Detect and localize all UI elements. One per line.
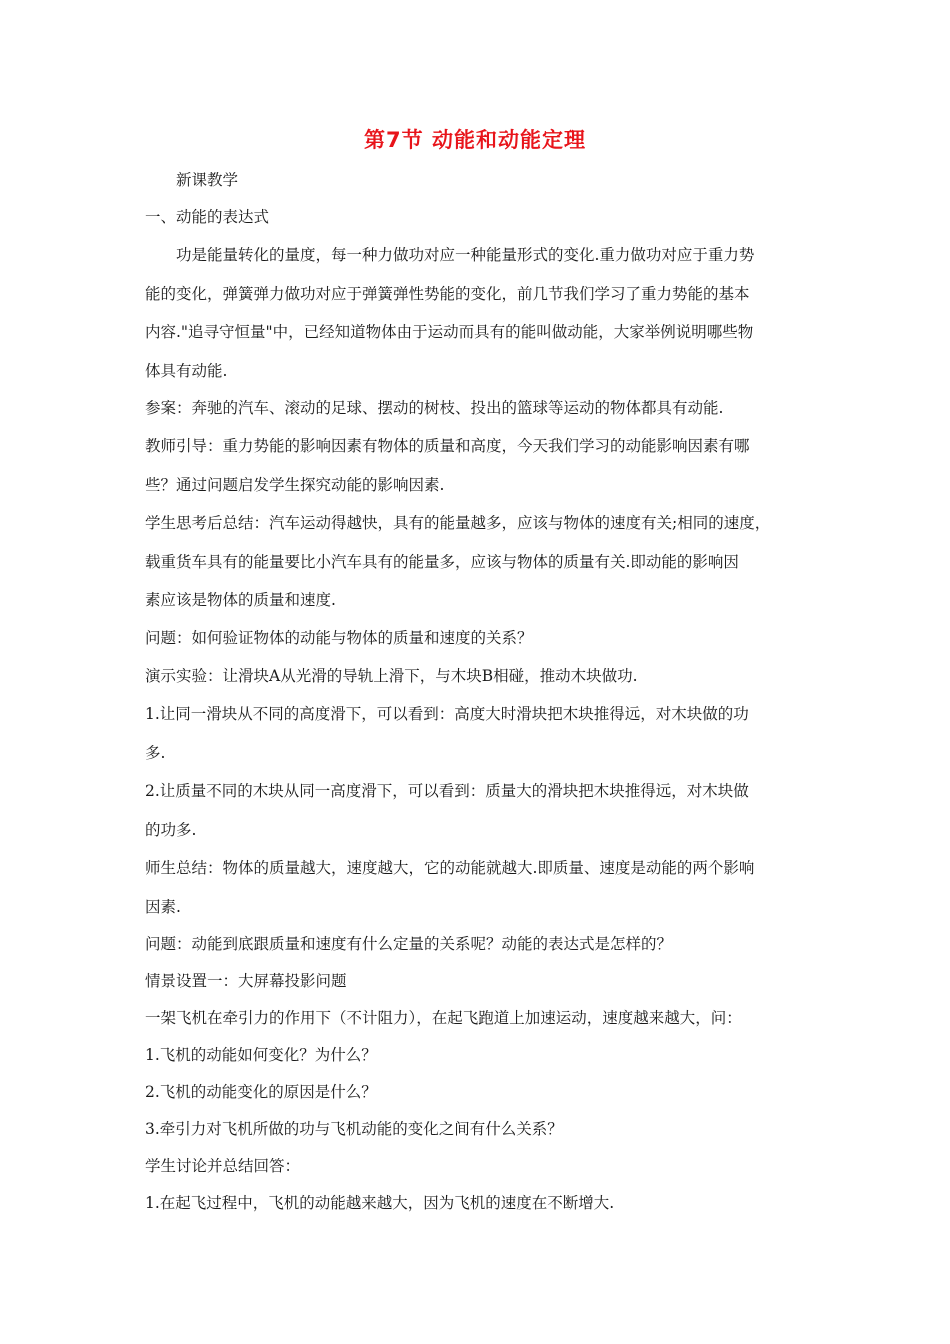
paragraph-line: 问题：如何验证物体的动能与物体的质量和速度的关系？ xyxy=(145,628,533,647)
document-body xyxy=(145,162,807,1222)
paragraph-line: 演示实验：让滑块A从光滑的导轨上滑下，与木块B相碰，推动木块做功. xyxy=(145,666,638,685)
paragraph-line: 一架飞机在牵引力的作用下（不计阻力），在起飞跑道上加速运动，速度越来越大，问： xyxy=(145,1009,742,1027)
paragraph-line: 学生讨论并总结回答： xyxy=(145,1157,301,1175)
paragraph-line: 多. xyxy=(145,743,166,762)
paragraph-line: 3.牵引力对飞机所做的功与飞机动能的变化之间有什么关系？ xyxy=(145,1120,563,1138)
paragraph-line: 师生总结：物体的质量越大，速度越大，它的动能就越大.即质量、速度是动能的两个影响 xyxy=(145,859,755,877)
paragraph-line: 学生思考后总结：汽车运动得越快，具有的能量越多，应该与物体的速度有关;相同的速度， xyxy=(145,514,771,532)
paragraph-line: 1.在起飞过程中，飞机的动能越来越大，因为飞机的速度在不断增大. xyxy=(145,1194,615,1212)
paragraph-line: 新课教学 xyxy=(176,171,239,189)
paragraph-line: 载重货车具有的能量要比小汽车具有的能量多，应该与物体的质量有关.即动能的影响因 xyxy=(145,552,739,571)
paragraph-line: 能的变化，弹簧弹力做功对应于弹簧弹性势能的变化，前几节我们学习了重力势能的基本 xyxy=(145,284,750,303)
paragraph-line: 2.让质量不同的木块从同一高度滑下，可以看到：质量大的滑块把木块推得远，对木块做 xyxy=(145,782,749,800)
paragraph-line: 因素. xyxy=(145,897,181,916)
paragraph-line: 1.飞机的动能如何变化？为什么？ xyxy=(145,1046,377,1064)
paragraph-line: 问题：动能到底跟质量和速度有什么定量的关系呢？动能的表达式是怎样的？ xyxy=(145,935,673,953)
paragraph-line: 内容."追寻守恒量"中，已经知道物体由于运动而具有的能叫做动能，大家举例说明哪些物 xyxy=(145,323,754,341)
paragraph-line: 的功多. xyxy=(145,820,197,839)
section-heading: 一、动能的表达式 xyxy=(145,208,270,226)
paragraph-line: 教师引导：重力势能的影响因素有物体的质量和高度，今天我们学习的动能影响因素有哪 xyxy=(145,437,750,455)
page-title: 第7节 动能和动能定理 xyxy=(364,128,586,152)
paragraph-line: 些？通过问题启发学生探究动能的影响因素. xyxy=(145,475,445,494)
paragraph-line: 功是能量转化的量度，每一种力做功对应一种能量形式的变化.重力做功对应于重力势 xyxy=(176,246,755,264)
paragraph-line: 参案：奔驰的汽车、滚动的足球、摆动的树枝、投出的篮球等运动的物体都具有动能. xyxy=(145,399,724,417)
paragraph-line: 体具有动能. xyxy=(145,361,228,380)
paragraph-line: 1.让同一滑块从不同的高度滑下，可以看到：高度大时滑块把木块推得远，对木块做的功 xyxy=(145,705,749,723)
paragraph-line: 2.飞机的动能变化的原因是什么？ xyxy=(145,1083,377,1101)
paragraph-line: 情景设置一：大屏幕投影问题 xyxy=(145,972,347,990)
paragraph-line: 素应该是物体的质量和速度. xyxy=(145,591,336,609)
